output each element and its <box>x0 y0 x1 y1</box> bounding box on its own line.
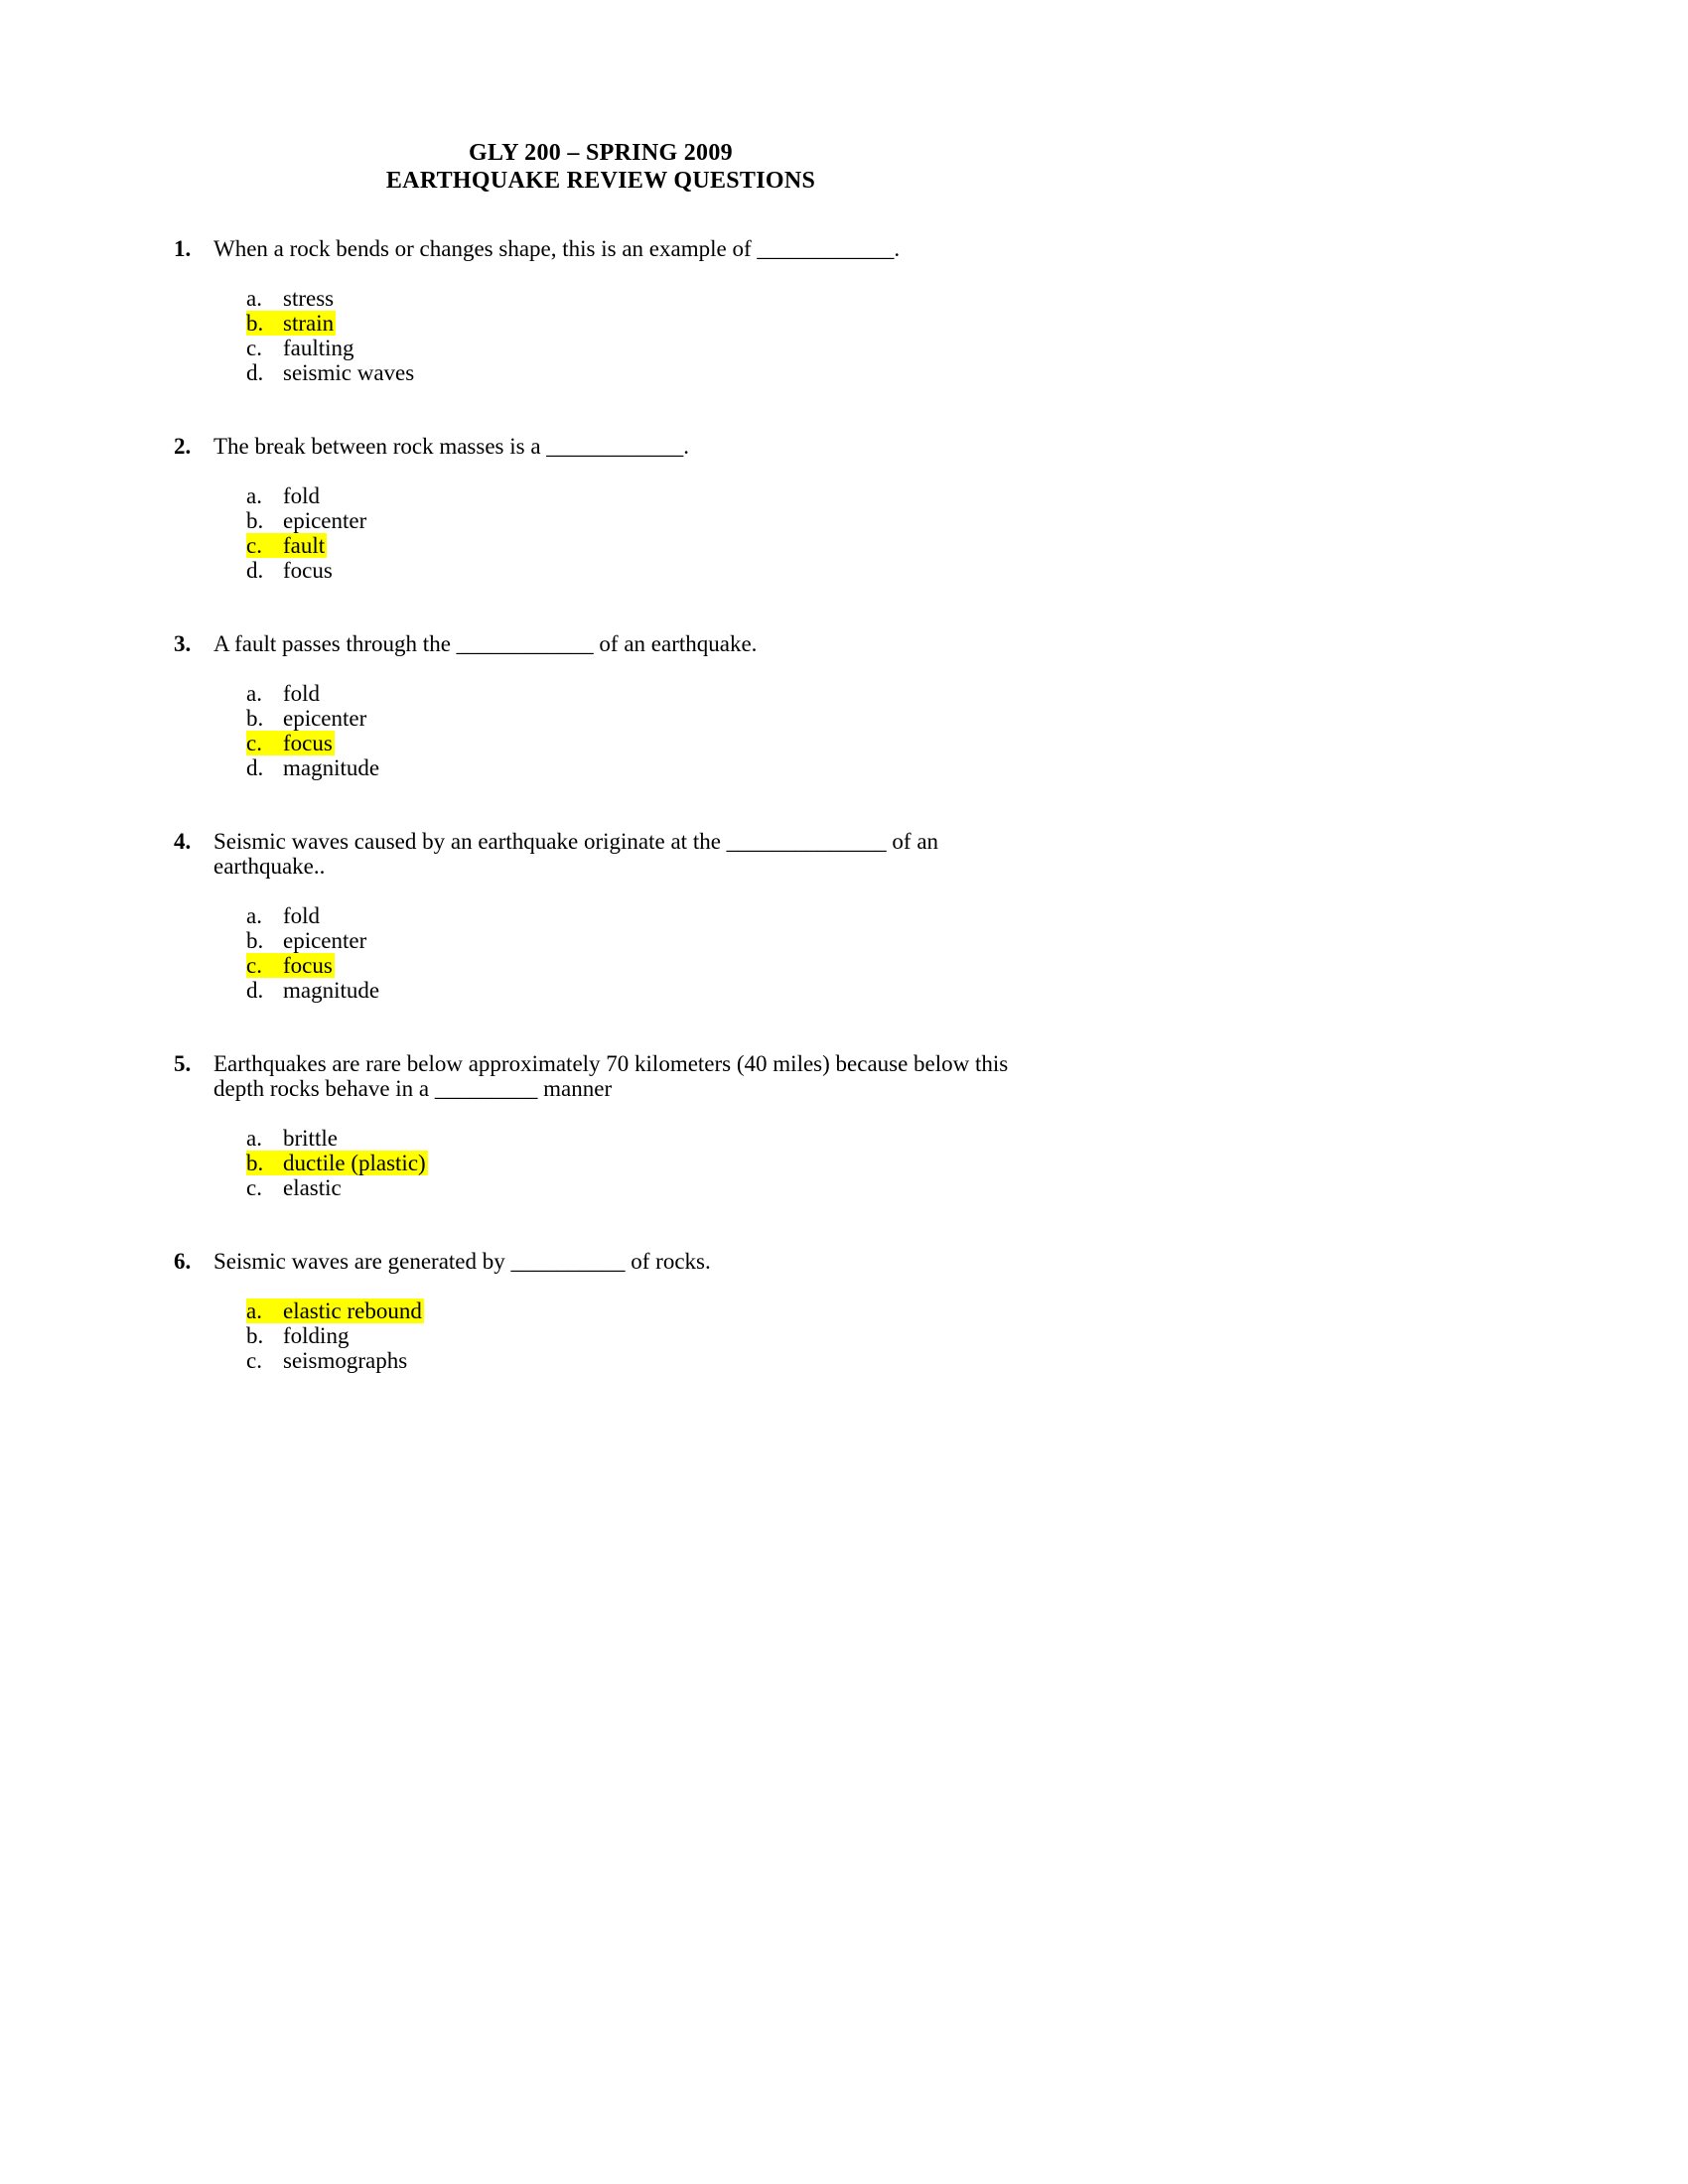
option-label: strain <box>283 311 335 336</box>
question-text: Seismic waves caused by an earthquake originate at the ______________ of an earthquake.. <box>213 829 939 879</box>
option-letter: a. <box>246 483 262 508</box>
option-label: focus <box>283 731 333 755</box>
question-heading <box>174 1051 1048 1101</box>
answer-option <box>246 1151 1067 1175</box>
option-label: stress <box>283 286 335 311</box>
option-letter: b. <box>246 1323 264 1348</box>
answer-options <box>246 483 1067 583</box>
answer-option <box>246 1348 1067 1373</box>
answer-option <box>246 953 1067 978</box>
answer-option-content <box>246 928 368 953</box>
answer-option <box>246 360 1067 385</box>
answer-option-content <box>246 903 322 928</box>
option-letter: c. <box>246 533 262 558</box>
option-label: epicenter <box>283 706 367 731</box>
option-label: seismographs <box>283 1348 408 1373</box>
answer-option-content <box>246 336 356 360</box>
answer-option <box>246 755 1067 780</box>
highlighted-answer <box>246 953 335 978</box>
option-label: magnitude <box>283 755 380 780</box>
option-letter: a. <box>246 681 262 706</box>
answer-option <box>246 681 1067 706</box>
option-letter: a. <box>246 903 262 928</box>
option-letter: d. <box>246 360 264 385</box>
answer-option <box>246 1323 1067 1348</box>
question-heading <box>174 1249 1048 1274</box>
question-heading <box>174 631 1048 656</box>
answer-option-content <box>246 286 336 311</box>
document-subtitle: EARTHQUAKE REVIEW QUESTIONS <box>385 168 816 194</box>
question-heading <box>174 829 1048 879</box>
option-letter: d. <box>246 558 264 583</box>
option-letter: b. <box>246 508 264 533</box>
option-letter: b. <box>246 706 264 731</box>
question-text: Seismic waves are generated by __________ of rocks. <box>213 1249 711 1274</box>
document-header <box>174 139 1028 195</box>
answer-option-content <box>246 1323 351 1348</box>
questions-list <box>174 236 1067 1373</box>
question-2 <box>174 434 1067 583</box>
option-label: elastic rebound <box>283 1298 422 1323</box>
answer-option-content <box>246 1175 344 1200</box>
answer-option <box>246 336 1067 360</box>
highlighted-answer <box>246 1151 428 1175</box>
question-text: Earthquakes are rare below approximately 70 kilometers (40 miles) because below this depth rocks behave in a _________ manner <box>213 1051 1009 1101</box>
answer-options <box>246 286 1067 385</box>
question-number: 4. <box>174 829 192 854</box>
question-number: 6. <box>174 1249 192 1274</box>
answer-option-content <box>246 360 416 385</box>
answer-options <box>246 1126 1067 1200</box>
question-number: 3. <box>174 631 192 656</box>
answer-option <box>246 928 1067 953</box>
option-letter: d. <box>246 978 264 1003</box>
question-text: A fault passes through the ____________ of an earthquake. <box>213 631 758 656</box>
answer-option <box>246 533 1067 558</box>
option-letter: b. <box>246 311 264 336</box>
option-label: epicenter <box>283 928 367 953</box>
question-6 <box>174 1249 1067 1373</box>
option-letter: a. <box>246 1126 262 1151</box>
answer-option <box>246 978 1067 1003</box>
answer-option <box>246 286 1067 311</box>
question-3 <box>174 631 1067 780</box>
question-number: 5. <box>174 1051 192 1076</box>
highlighted-answer <box>246 731 335 755</box>
option-label: elastic <box>283 1175 342 1200</box>
answer-option-content <box>246 1348 409 1373</box>
option-label: magnitude <box>283 978 380 1003</box>
option-label: brittle <box>283 1126 338 1151</box>
option-letter: c. <box>246 336 262 360</box>
answer-option <box>246 1175 1067 1200</box>
question-text: The break between rock masses is a ____________. <box>213 434 690 459</box>
answer-options <box>246 681 1067 780</box>
option-label: fold <box>283 681 321 706</box>
answer-option-content <box>246 508 368 533</box>
question-1 <box>174 236 1067 385</box>
answer-option <box>246 483 1067 508</box>
answer-option <box>246 1126 1067 1151</box>
option-label: epicenter <box>283 508 367 533</box>
highlighted-answer <box>246 311 336 336</box>
option-letter: a. <box>246 1298 262 1323</box>
answer-option-content <box>246 558 335 583</box>
option-letter: c. <box>246 1348 262 1373</box>
question-heading <box>174 236 1048 261</box>
option-letter: c. <box>246 953 262 978</box>
option-label: faulting <box>283 336 354 360</box>
option-label: focus <box>283 558 333 583</box>
option-letter: c. <box>246 731 262 755</box>
document-title: GLY 200 – SPRING 2009 <box>469 140 733 166</box>
answer-option <box>246 706 1067 731</box>
answer-option-content <box>246 483 322 508</box>
question-heading <box>174 434 1048 459</box>
answer-option <box>246 1298 1067 1323</box>
option-letter: c. <box>246 1175 262 1200</box>
option-label: folding <box>283 1323 350 1348</box>
option-label: focus <box>283 953 333 978</box>
option-label: fold <box>283 903 321 928</box>
answer-option-content <box>246 1126 340 1151</box>
answer-option <box>246 311 1067 336</box>
highlighted-answer <box>246 533 327 558</box>
answer-option-content <box>246 681 322 706</box>
question-4 <box>174 829 1067 1003</box>
answer-option-content <box>246 978 381 1003</box>
highlighted-answer <box>246 1298 424 1323</box>
answer-option <box>246 903 1067 928</box>
option-letter: b. <box>246 928 264 953</box>
question-text: When a rock bends or changes shape, this is an example of ____________. <box>213 236 901 261</box>
option-letter: a. <box>246 286 262 311</box>
answer-option-content <box>246 706 368 731</box>
option-label: seismic waves <box>283 360 415 385</box>
option-label: ductile (plastic) <box>283 1151 426 1175</box>
answer-option-content <box>246 755 381 780</box>
answer-options <box>246 1298 1067 1373</box>
question-5 <box>174 1051 1067 1200</box>
question-number: 2. <box>174 434 192 459</box>
answer-option <box>246 731 1067 755</box>
answer-option <box>246 558 1067 583</box>
option-label: fault <box>283 533 326 558</box>
option-letter: d. <box>246 755 264 780</box>
answer-option <box>246 508 1067 533</box>
option-letter: b. <box>246 1151 264 1175</box>
question-number: 1. <box>174 236 192 261</box>
option-label: fold <box>283 483 321 508</box>
answer-options <box>246 903 1067 1003</box>
